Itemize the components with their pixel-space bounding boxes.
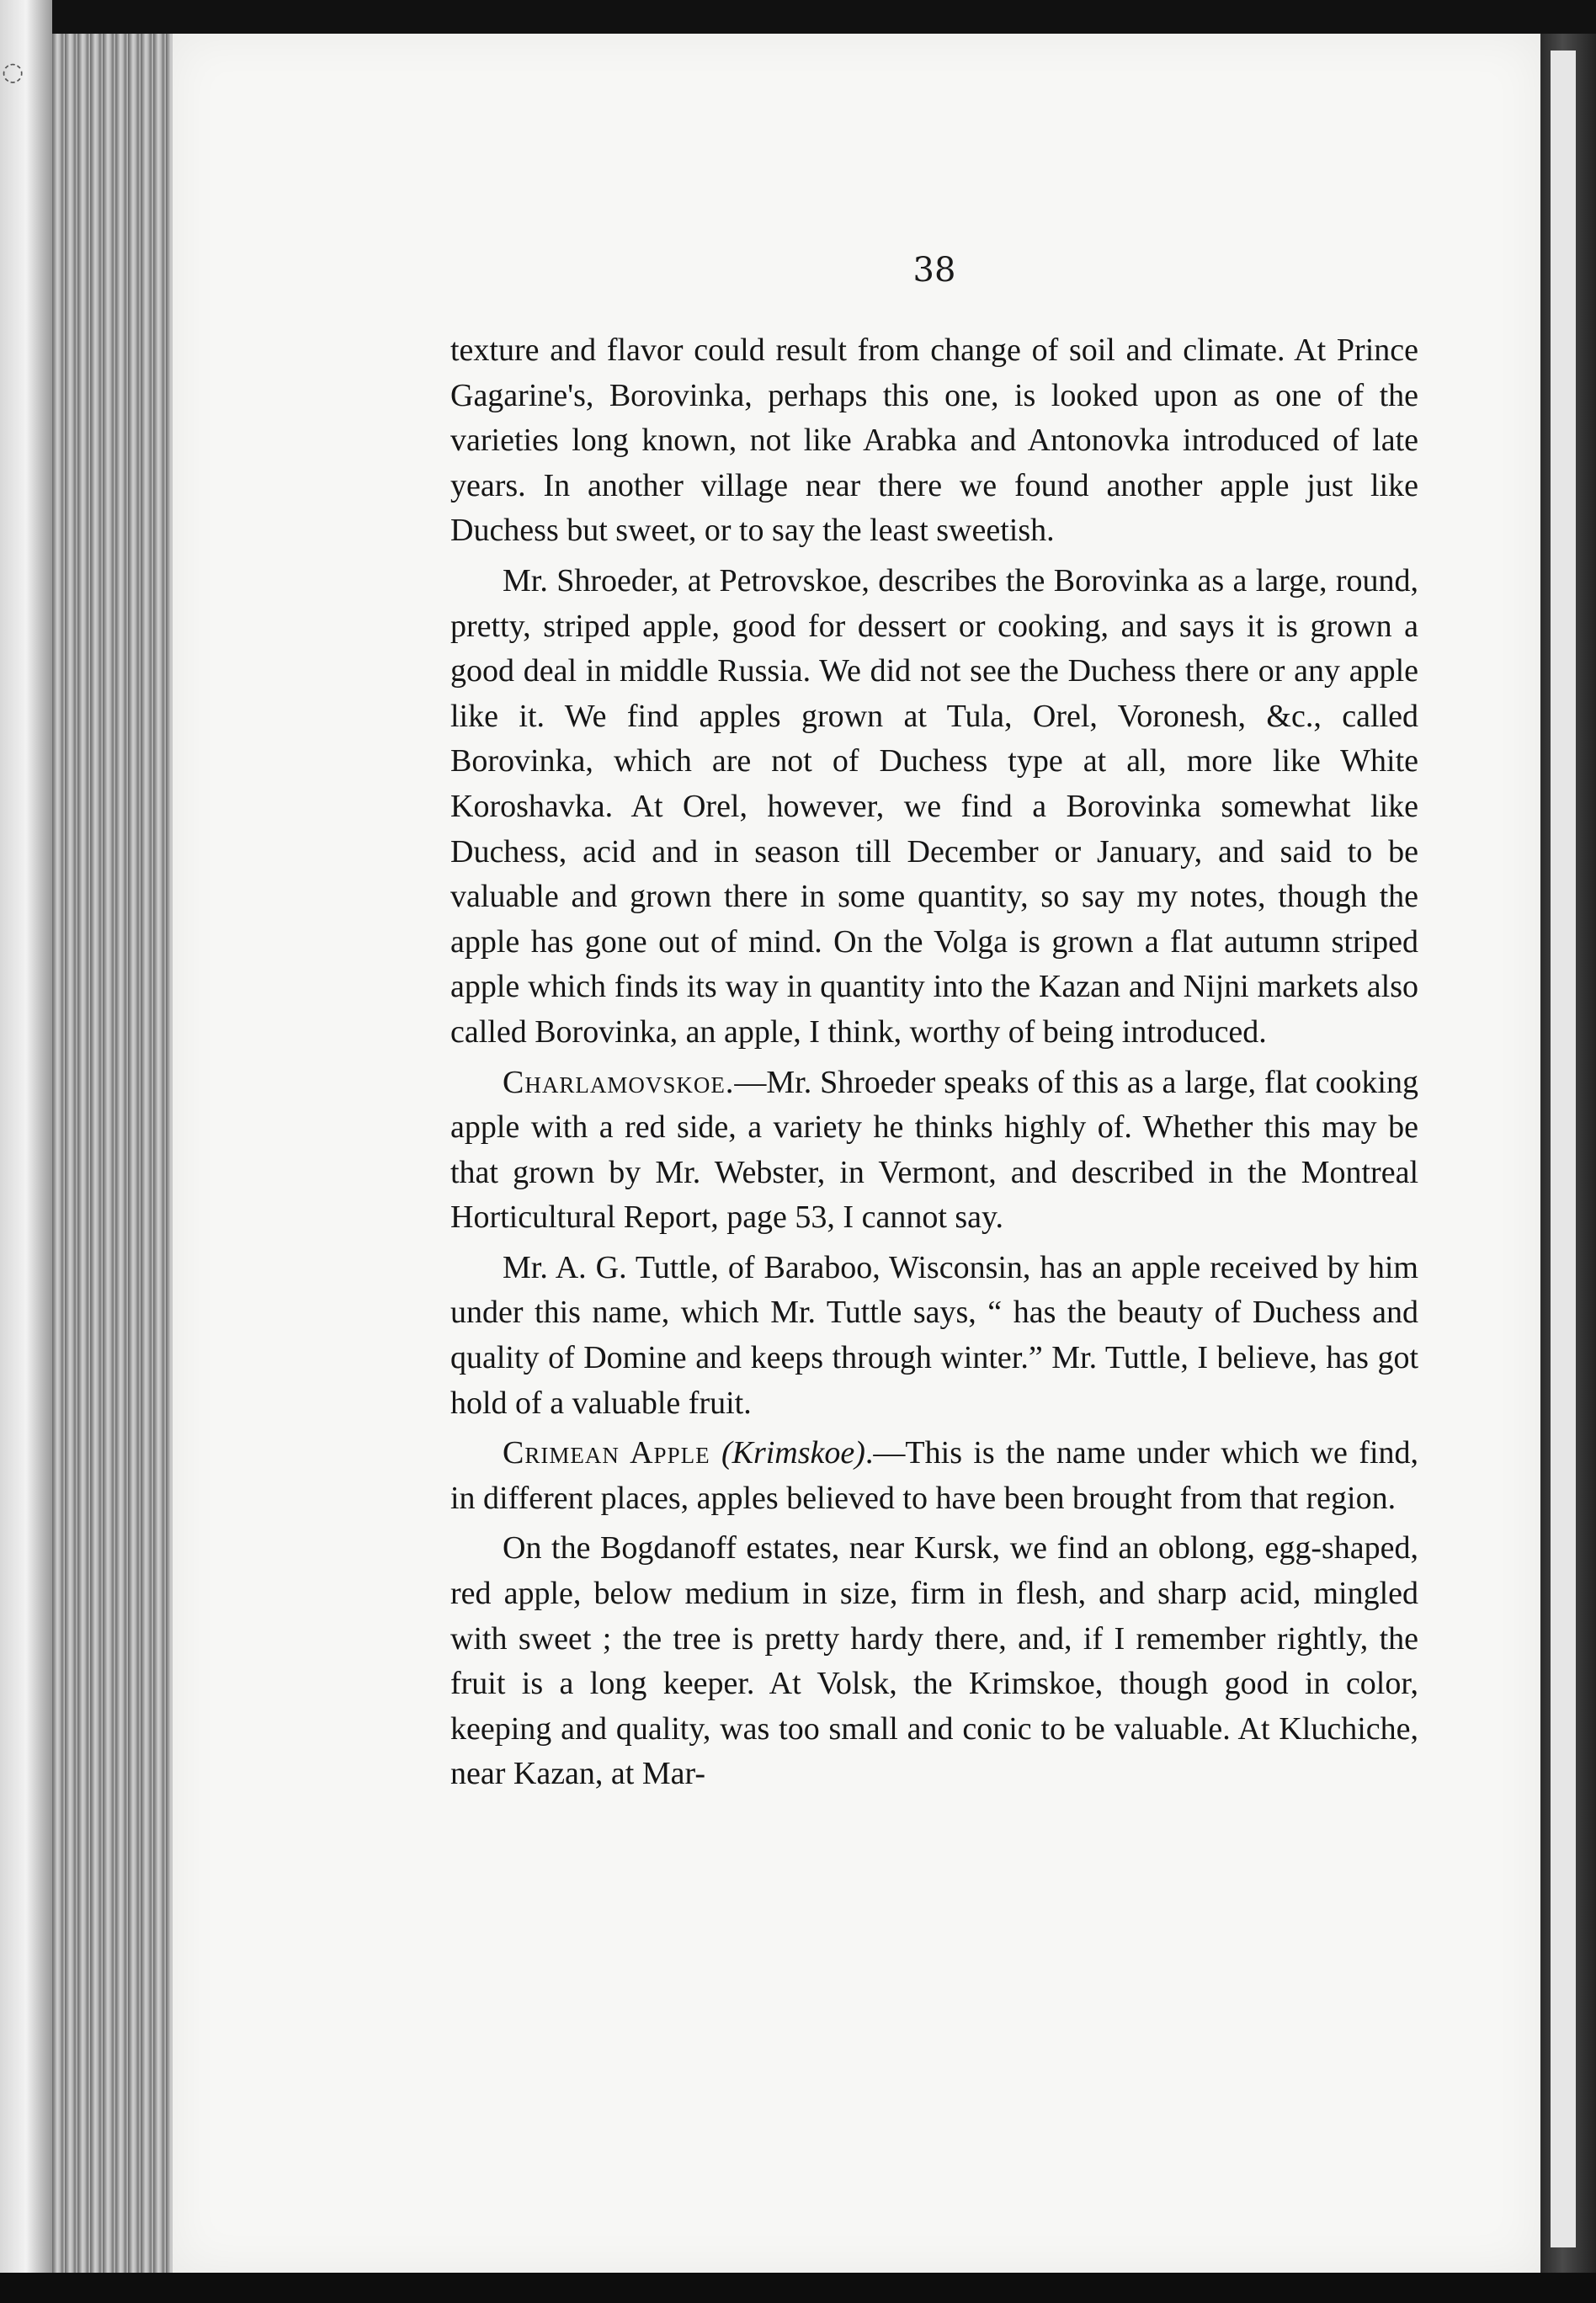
corner-mark: ◌ bbox=[2, 57, 24, 87]
paragraph-4: Mr. A. G. Tuttle, of Baraboo, Wisconsin, has an apple received by him under this name, which Mr. Tuttle says, “ has the beauty of Duchess and quality of Domine and keeps through winter.” Mr. Tuttle, I believe, has got hold of a valuable fruit. bbox=[450, 1249, 1418, 1421]
bottom-border bbox=[0, 2273, 1596, 2303]
paragraph-3-text: —Mr. Shroeder speaks of this as a large, flat cooking apple with a red side, a variety he thinks highly of. Whether this may be that grown by Mr. Webster, in Vermont, and described in the Montreal Horticultural Report, page 53, I cannot say. bbox=[450, 1064, 1418, 1236]
paragraph-1: texture and flavor could result from change of soil and climate. At Prince Gagarine's, Borovinka, perhaps this one, is looked upon as one of the varieties long known, not like Arabka and Antonovka introduced of late years. In another village near there we found another apple just like Duchess but sweet, or to say the least sweetish. bbox=[450, 332, 1418, 549]
paragraph-5 bbox=[450, 1431, 1418, 1521]
heading-charlamovskoe: Charlamovskoe. bbox=[503, 1064, 735, 1100]
heading-crimean-apple: Crimean Apple bbox=[503, 1435, 710, 1471]
paragraph-2: Mr. Shroeder, at Petrovskoe, describes the Borovinka as a large, round, pretty, striped apple, good for dessert or cooking, and says it is grown a good deal in middle Russia. We did not see the Duchess there or any apple like it. We find apples grown at Tula, Orel, Voronesh, &c., called Borovinka, which are not of Duchess type at all, more like White Koroshavka. At Orel, however, we find a Borovinka somewhat like Duchess, acid and in season till December or January, and said to be valuable and grown there in some quantity, so say my notes, though the apple has gone out of mind. On the Volga is grown a flat autumn striped apple which finds its way in quantity into the Kazan and Nijni markets also called Borovinka, an apple, I think, worthy of being introduced. bbox=[450, 562, 1418, 1050]
page-number: 38 bbox=[912, 251, 956, 290]
paragraph-5-text: .—This is the name under which we find, in different places, apples believed to have been brought from that region. bbox=[450, 1435, 1418, 1516]
paragraph-3 bbox=[450, 1061, 1418, 1241]
text-body bbox=[450, 328, 1418, 1802]
paragraph-6: On the Bogdanoff estates, near Kursk, we find an oblong, egg-shaped, red apple, below medium in size, firm in flesh, and sharp acid, mingled with sweet ; the tree is pretty hardy there, and, if I remember rightly, the fruit is a long keeper. At Volsk, the Krimskoe, though good in color, keeping and quality, was too small and conic to be valuable. At Kluchiche, near Kazan, at Mar- bbox=[450, 1530, 1418, 1792]
page-stack-edges bbox=[52, 34, 178, 2273]
heading-crimean-paren: (Krimskoe) bbox=[721, 1435, 865, 1471]
left-edge bbox=[0, 0, 52, 2303]
right-page-edge bbox=[1551, 51, 1576, 2247]
